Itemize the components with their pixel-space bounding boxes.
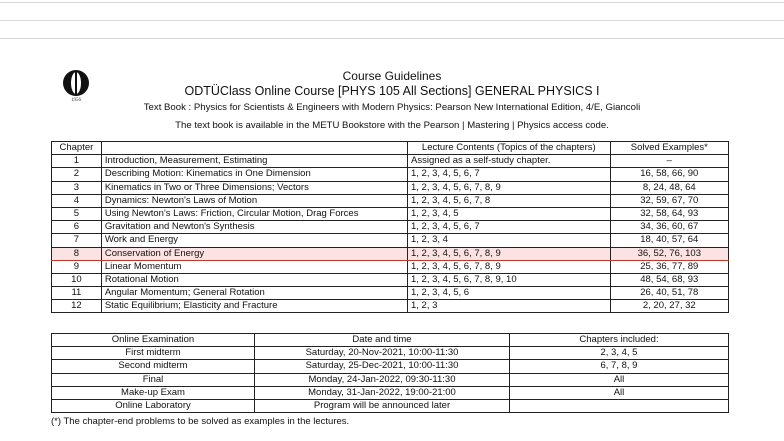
exam-date: Monday, 31-Jan-2022, 19:00-21:00: [255, 386, 510, 399]
chapter-contents: 1, 2, 3, 4, 5, 6, 7: [408, 168, 611, 181]
solved-examples: 16, 58, 66, 90: [610, 168, 728, 181]
chapter-row: [52, 234, 729, 247]
solved-examples: 34, 36, 60, 67: [610, 221, 728, 234]
chapter-title: Work and Energy: [101, 234, 407, 247]
chapter-number: 4: [52, 194, 102, 207]
header-exam: Online Examination: [52, 334, 255, 347]
chapter-title: Describing Motion: Kinematics in One Dimension: [101, 168, 407, 181]
chapter-row: [52, 168, 729, 181]
exam-chapters: All: [510, 373, 729, 386]
exam-date: Program will be announced later: [255, 399, 510, 412]
solved-examples: 8, 24, 48, 64: [610, 181, 728, 194]
chapter-title: Using Newton's Laws: Friction, Circular Motion, Drag Forces: [101, 207, 407, 220]
chapter-row: [52, 221, 729, 234]
exam-row: [52, 399, 729, 412]
exam-date: Saturday, 20-Nov-2021, 10:00-11:30: [255, 347, 510, 360]
chapter-number: 11: [52, 287, 102, 300]
chapter-row: [52, 181, 729, 194]
chapter-title: Rotational Motion: [101, 273, 407, 286]
exam-date: Monday, 24-Jan-2022, 09:30-11:30: [255, 373, 510, 386]
chapter-row: [52, 155, 729, 168]
chapter-number: 9: [52, 260, 102, 273]
chapter-number: 8: [52, 247, 102, 260]
course-subtitle: ODTÜClass Online Course [PHYS 105 All Sections] GENERAL PHYSICS I: [184, 84, 600, 98]
solved-examples: 32, 59, 67, 70: [610, 194, 728, 207]
document-title: Course Guidelines: [342, 69, 442, 83]
exam-chapters: 2, 3, 4, 5: [510, 347, 729, 360]
chapter-contents: 1, 2, 3, 4, 5, 6, 7: [408, 221, 611, 234]
chapter-contents: 1, 2, 3: [408, 300, 611, 313]
chapter-row: [52, 247, 729, 260]
header-examples: Solved Examples*: [610, 142, 728, 155]
chapter-number: 7: [52, 234, 102, 247]
chapter-number: 3: [52, 181, 102, 194]
chapter-number: 5: [52, 207, 102, 220]
chapter-title: Gravitation and Newton's Synthesis: [101, 221, 407, 234]
exam-row: [52, 347, 729, 360]
exam-name: Online Laboratory: [52, 399, 255, 412]
chapter-title: Introduction, Measurement, Estimating: [101, 155, 407, 168]
solved-examples: 48, 54, 68, 93: [610, 273, 728, 286]
solved-examples: 32, 58, 64, 93: [610, 207, 728, 220]
exam-date: Saturday, 25-Dec-2021, 10:00-11:30: [255, 360, 510, 373]
textbook-info: Text Book : Physics for Scientists & Engineers with Modern Physics: Pearson New International Edition, 4/E, Giancoli: [143, 102, 641, 113]
exam-name: First midterm: [52, 347, 255, 360]
chapter-contents: 1, 2, 3, 4, 5, 6, 7, 8, 9: [408, 247, 611, 260]
chapter-contents: 1, 2, 3, 4: [408, 234, 611, 247]
solved-examples: 2, 20, 27, 32: [610, 300, 728, 313]
header-contents: Lecture Contents (Topics of the chapters): [408, 142, 611, 155]
chapter-title: Static Equilibrium; Elasticity and Fracture: [101, 300, 407, 313]
exam-name: Make-up Exam: [52, 386, 255, 399]
chapter-row: [52, 287, 729, 300]
chapter-title: Linear Momentum: [101, 260, 407, 273]
solved-examples: 26, 40, 51, 78: [610, 287, 728, 300]
chapter-number: 2: [52, 168, 102, 181]
chapter-contents: 1, 2, 3, 4, 5: [408, 207, 611, 220]
exams-table: [51, 333, 729, 413]
chapter-number: 12: [52, 300, 102, 313]
chapter-contents: Assigned as a self-study chapter.: [408, 155, 611, 168]
header-chapters-included: Chapters included:: [510, 334, 729, 347]
solved-examples: 25, 36, 77, 89: [610, 260, 728, 273]
ruled-line: [0, 2, 784, 3]
exams-header-row: [52, 334, 729, 347]
chapter-contents: 1, 2, 3, 4, 5, 6: [408, 287, 611, 300]
chapter-contents: 1, 2, 3, 4, 5, 6, 7, 8, 9: [408, 260, 611, 273]
solved-examples: 36, 52, 76, 103: [610, 247, 728, 260]
ruled-line: [0, 20, 784, 21]
exam-chapters: [510, 399, 729, 412]
ruled-line: [0, 38, 784, 39]
exam-row: [52, 373, 729, 386]
exam-name: Final: [52, 373, 255, 386]
chapter-contents: 1, 2, 3, 4, 5, 6, 7, 8, 9, 10: [408, 273, 611, 286]
chapters-header-row: [52, 142, 729, 155]
header-title: [101, 142, 407, 155]
chapter-contents: 1, 2, 3, 4, 5, 6, 7, 8, 9: [408, 181, 611, 194]
chapter-row: [52, 300, 729, 313]
chapter-number: 10: [52, 273, 102, 286]
chapter-row: [52, 260, 729, 273]
exam-name: Second midterm: [52, 360, 255, 373]
chapter-title: Kinematics in Two or Three Dimensions; Vectors: [101, 181, 407, 194]
chapter-contents: 1, 2, 3, 4, 5, 6, 7, 8: [408, 194, 611, 207]
textbook-availability: The text book is available in the METU Bookstore with the Pearson | Mastering | Physics access code.: [175, 120, 609, 131]
exam-row: [52, 360, 729, 373]
chapter-title: Angular Momentum; General Rotation: [101, 287, 407, 300]
header-date: Date and time: [255, 334, 510, 347]
header-chapter: Chapter: [52, 142, 102, 155]
chapter-title: Dynamics: Newton's Laws of Motion: [101, 194, 407, 207]
chapter-row: [52, 273, 729, 286]
chapter-title: Conservation of Energy: [101, 247, 407, 260]
footnote: (*) The chapter-end problems to be solved as examples in the lectures.: [51, 416, 350, 427]
exam-chapters: All: [510, 386, 729, 399]
solved-examples: –: [610, 155, 728, 168]
chapter-number: 1: [52, 155, 102, 168]
chapters-table: [51, 141, 729, 313]
exam-row: [52, 386, 729, 399]
chapter-number: 6: [52, 221, 102, 234]
logo-year: 1956: [71, 98, 81, 103]
exam-chapters: 6, 7, 8, 9: [510, 360, 729, 373]
chapter-row: [52, 194, 729, 207]
chapter-row: [52, 207, 729, 220]
solved-examples: 18, 40, 57, 64: [610, 234, 728, 247]
